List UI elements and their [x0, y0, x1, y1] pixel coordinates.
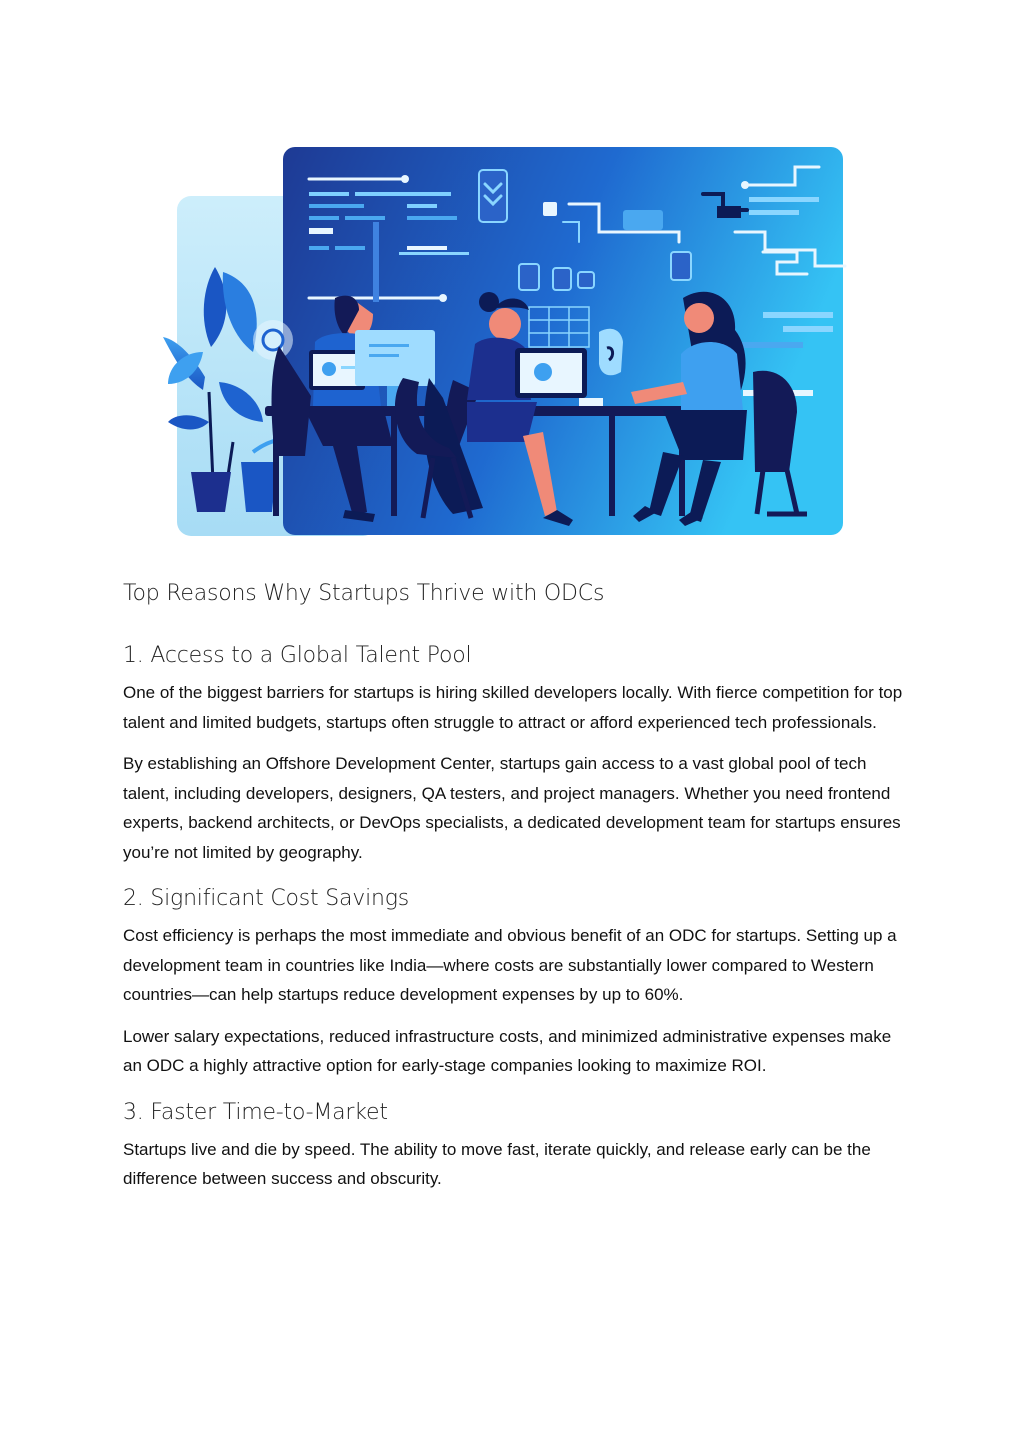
paragraph: One of the biggest barriers for startups is hiring skilled developers locally. With fierce competition for top talent and limited budgets, startups often struggle to attract or afford experienced tech professionals. — [123, 683, 903, 732]
paragraph: Startups live and die by speed. The ability to move fast, iterate quickly, and release early can be the difference between success and obscurity. — [123, 1139, 871, 1188]
section-global-talent — [123, 636, 913, 867]
team-at-desk-illustration-icon — [123, 122, 900, 558]
paragraph: By establishing an Offshore Development Center, startups gain access to a vast global pool of tech talent, including developers, designers, QA testers, and project managers. Whether you need frontend experts, backend architects, or DevOps specialists, a dedicated development team for startups ensures you’re not limited by geography. — [123, 754, 901, 862]
hero-illustration — [123, 122, 900, 558]
section-heading: 2. Significant Cost Savings — [123, 886, 410, 911]
section-cost-savings — [123, 879, 913, 1081]
paragraph: Lower salary expectations, reduced infrastructure costs, and minimized administrative expenses make an ODC a highly attractive option for early-stage companies looking to maximize ROI. — [123, 1026, 892, 1075]
document-body — [123, 572, 913, 1206]
section-time-to-market — [123, 1093, 913, 1194]
document-title: Top Reasons Why Startups Thrive with ODCs — [123, 581, 605, 606]
paragraph: Cost efficiency is perhaps the most immediate and obvious benefit of an ODC for startups. Setting up a development team in countries like India—where costs are substantially lower compared to Western countries—can help startups reduce development expenses by up to 60%. — [123, 926, 897, 1004]
section-heading: 3. Faster Time-to-Market — [123, 1099, 388, 1125]
section-heading: 1. Access to a Global Talent Pool — [123, 643, 472, 668]
